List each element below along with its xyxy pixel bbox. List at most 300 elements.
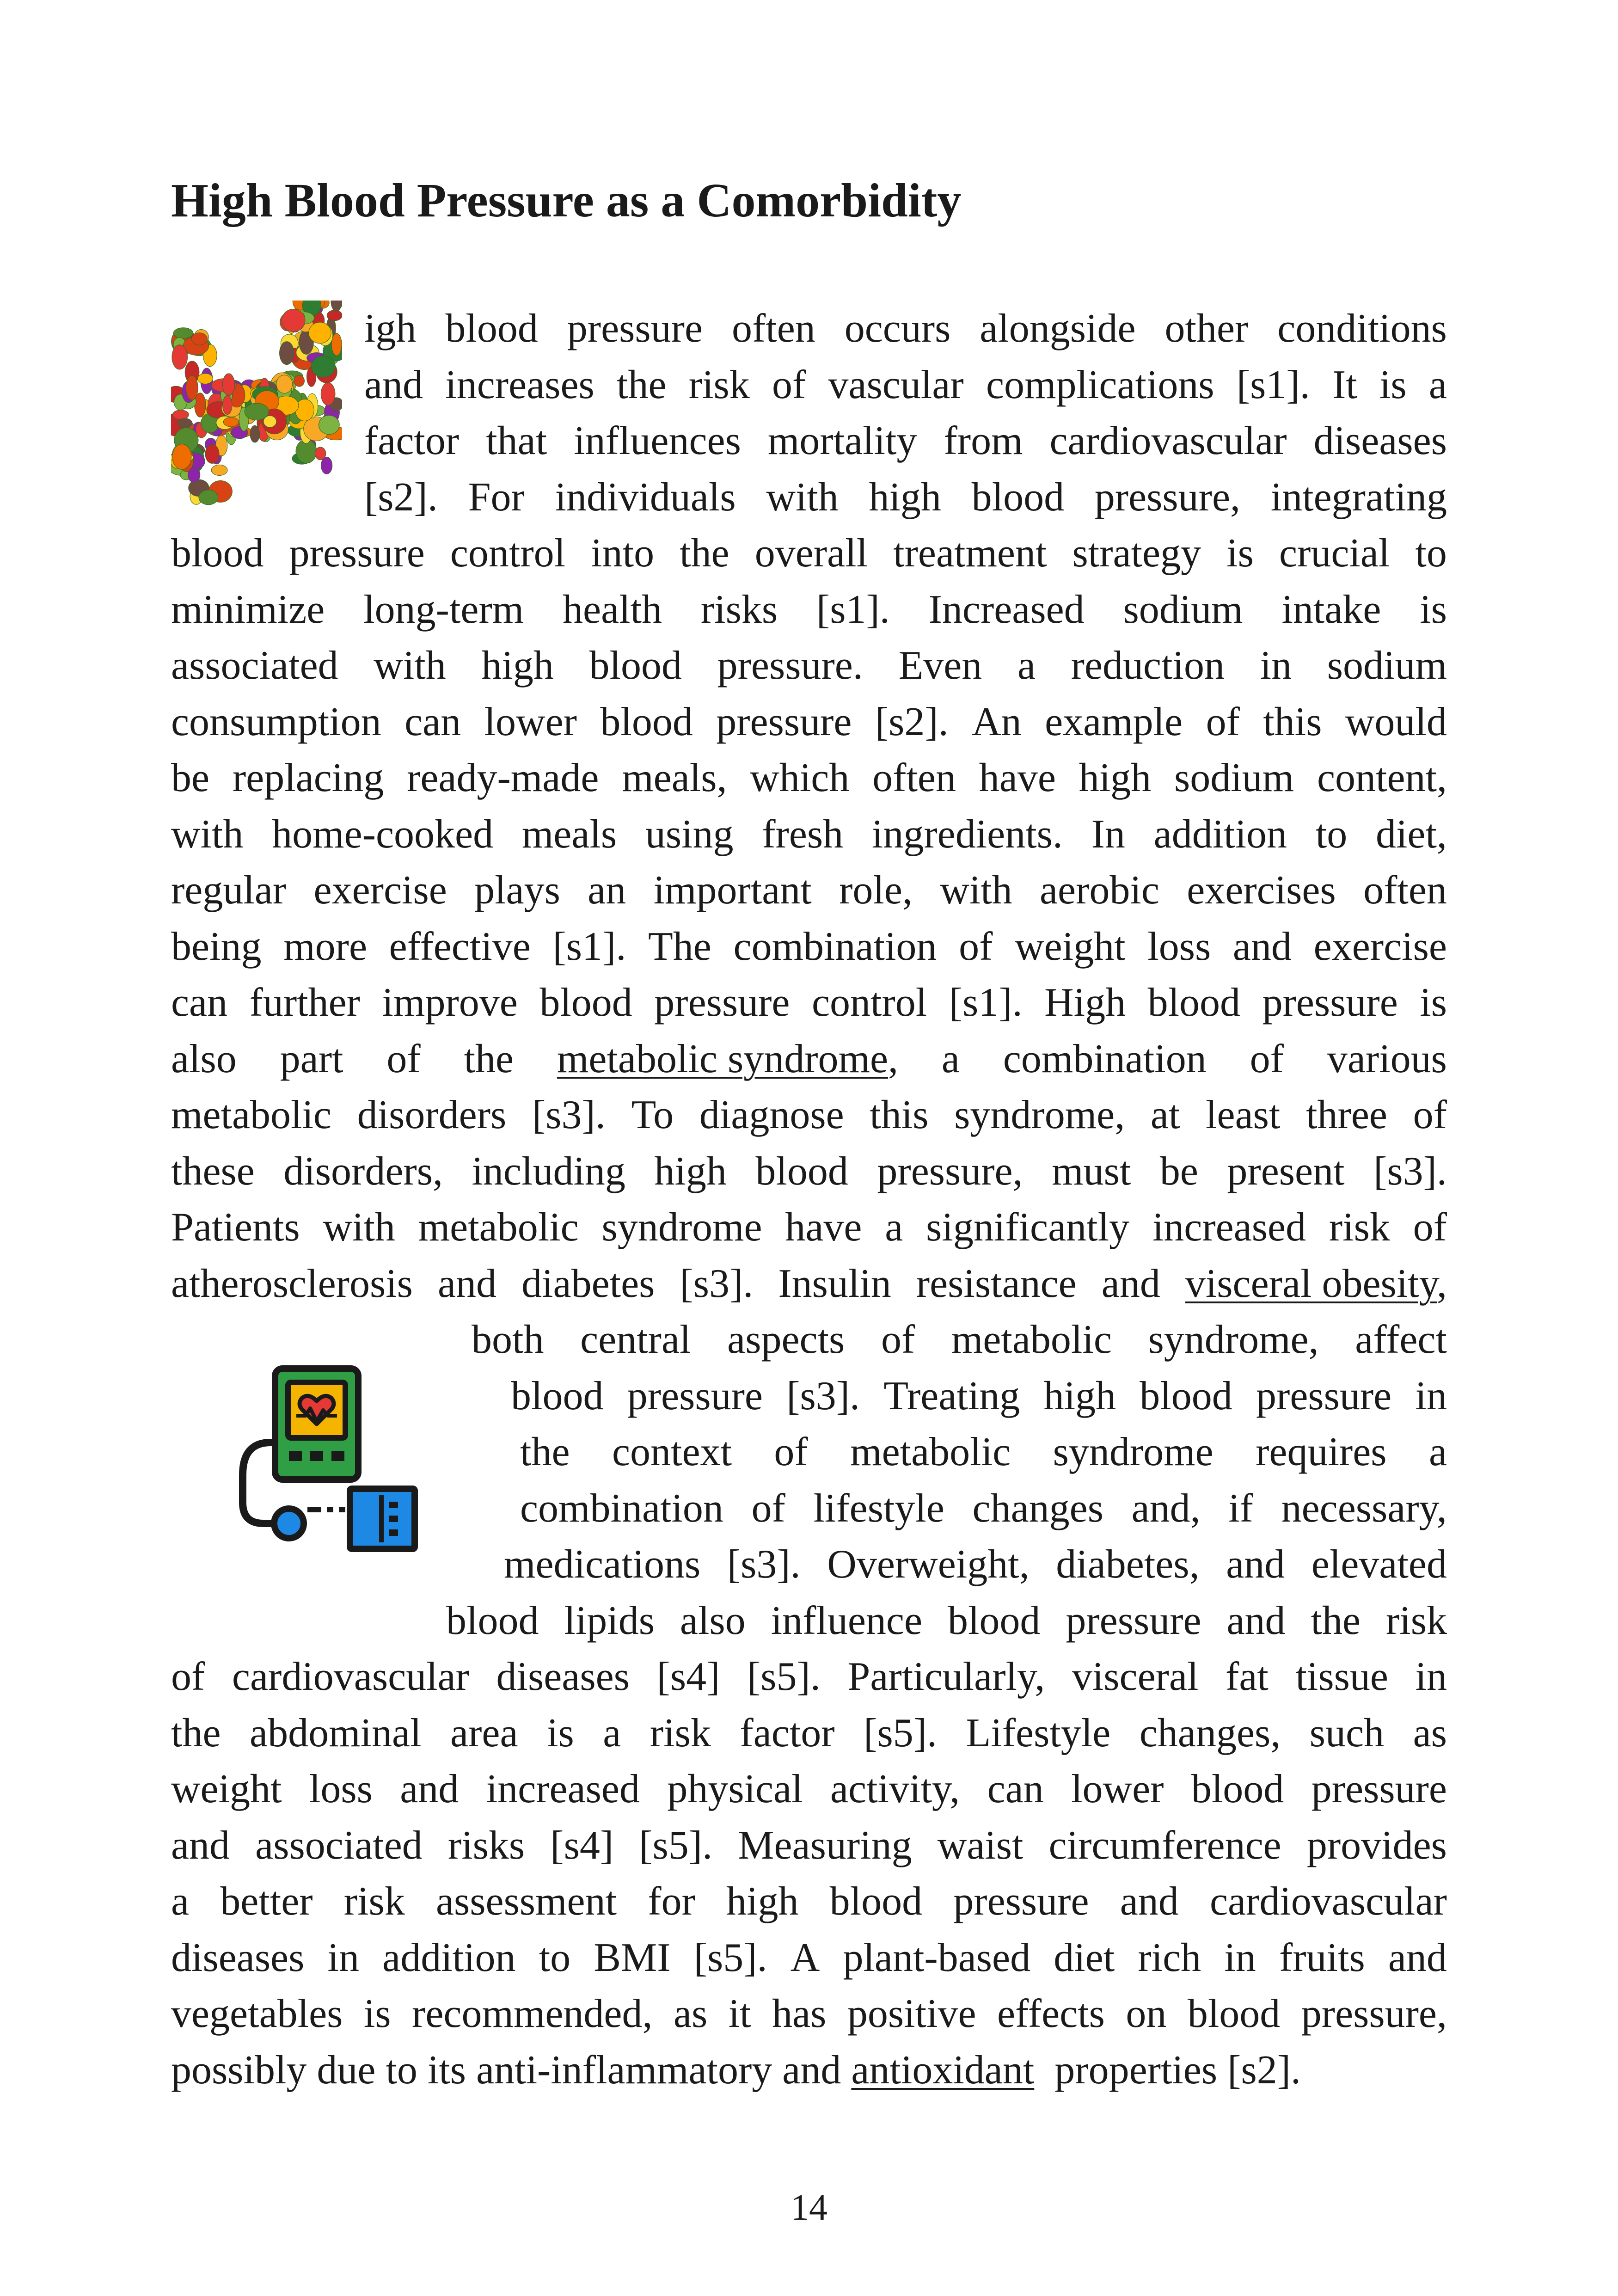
word: due [317,2048,376,2093]
word: pressure [1066,1598,1201,1643]
word: medications [504,1542,701,1587]
word: regular [171,868,287,913]
text-line [171,919,1447,975]
word: high [654,1149,727,1194]
word: be [171,755,210,800]
word: into [591,531,655,576]
word: requires [1256,1430,1387,1474]
underlined-term: visceral obesity, [1185,1261,1447,1306]
word: occurs [844,306,951,351]
word: as [673,1991,708,2036]
word: role, [839,868,913,913]
word: high [1079,755,1152,800]
word: ready-made [407,755,599,800]
word: risk [343,1879,405,1924]
word: a [1428,1430,1447,1474]
word: has [772,1991,827,2036]
word: An [972,700,1022,744]
word: a [941,1037,960,1081]
word: blood [539,980,632,1025]
word: blood [600,700,693,744]
word: to [1315,812,1348,857]
word: diabetes, [1056,1542,1200,1587]
text-line [171,1649,1447,1705]
word: better [220,1879,313,1924]
word: the [464,1037,514,1081]
word: [s3]. [680,1261,754,1306]
word: metabolic [951,1317,1112,1362]
word: [s2]. [875,700,949,744]
text-line [171,1930,1447,1986]
word: Overweight, [827,1542,1030,1587]
word: central [580,1317,691,1362]
text-line [520,1424,1447,1480]
word: pressure [627,1374,763,1418]
word: Treating [883,1374,1020,1418]
word: influences [574,418,741,463]
word: [s1]. [816,587,890,632]
word: increased [1152,1205,1306,1250]
word: home-cooked [272,812,494,857]
word: [s1]. [949,980,1023,1025]
word: lipids [564,1598,655,1643]
word: Increased [928,587,1085,632]
word: metabolic [850,1430,1011,1474]
word: is [547,1711,574,1756]
word: present [1227,1149,1345,1194]
word: as [1413,1711,1447,1756]
word: of [171,1654,205,1699]
word: blood [589,643,682,688]
word: in [1224,1935,1256,1980]
word: influence [771,1598,923,1643]
word: also [680,1598,746,1643]
word: A [790,1935,820,1980]
word: [s3]. [532,1093,606,1137]
word: [s5]. [864,1711,937,1756]
word: control [811,980,927,1025]
word: and, [1131,1486,1201,1531]
word: factor [740,1711,835,1756]
word: crucial [1279,531,1390,576]
word: [s2]. [364,475,438,520]
word: metabolic [171,1093,331,1137]
word: its [427,2048,466,2093]
word: plays [474,868,560,913]
word: loss [1147,924,1211,969]
word: more [283,924,367,969]
word: syndrome, [954,1093,1125,1137]
word: must [1052,1149,1131,1194]
word: blood [446,1598,539,1643]
word: a [885,1205,903,1250]
word: diseases [1313,418,1447,463]
word: integrating [1270,475,1447,520]
word: long-term [363,587,524,632]
word: provides [1306,1823,1447,1868]
word: diagnose [699,1093,844,1137]
word: in [327,1935,359,1980]
word: High [1044,980,1126,1025]
word: the [520,1430,570,1474]
word: pressure, [877,1149,1023,1194]
word: replacing [232,755,384,800]
word: complications [986,362,1214,407]
text-line [364,357,1447,413]
text-line [171,1256,1447,1312]
word: waist [937,1823,1024,1868]
word: significantly [926,1205,1130,1250]
word: pressure [567,306,703,351]
word: diet [1054,1935,1115,1980]
word: blood [971,475,1065,520]
word: risks [447,1823,525,1868]
word: context [612,1430,732,1474]
text-line [171,1705,1447,1762]
word: Particularly, [847,1654,1045,1699]
word: on [1126,1991,1167,2036]
word: a [603,1711,621,1756]
word: of [1413,1093,1447,1137]
word: blood [445,306,538,351]
word: with [766,475,839,520]
page-heading: High Blood Pressure as a Comorbidity [171,174,962,227]
word: often [872,755,956,800]
word: often [731,306,815,351]
word: [s4] [656,1654,720,1699]
word: [s3]. [1373,1149,1447,1194]
word: that [486,418,547,463]
word: an [588,868,626,913]
word: and [1226,1542,1285,1587]
word: rich [1138,1935,1201,1980]
word: In [1091,812,1125,857]
text-line [364,469,1447,526]
word: vascular [828,362,964,407]
word: with [940,868,1012,913]
word: resistance [916,1261,1077,1306]
word: mortality [767,418,917,463]
word: would [1345,700,1447,744]
word: of [881,1317,915,1362]
word: minimize [171,587,325,632]
word: from [944,418,1023,463]
word: [s3]. [786,1374,860,1418]
word: blood [1191,1767,1284,1811]
word: a [171,1879,190,1924]
text-line [364,413,1447,469]
word: vegetables [171,1991,343,2036]
word: pressure [953,1879,1089,1924]
word: often [1363,868,1447,913]
word: and [1388,1935,1447,1980]
word: affect [1355,1317,1447,1362]
word: circumference [1048,1823,1281,1868]
word: ingredients. [871,812,1063,857]
word: addition [382,1935,516,1980]
word: sodium [1123,587,1243,632]
word: pressure. [717,643,863,688]
word: least [1206,1093,1281,1137]
word: of [1413,1205,1447,1250]
underlined-term: antioxidant [851,2048,1035,2093]
blood-pressure-monitor-icon [229,1364,423,1553]
word: blood [755,1149,848,1194]
text-line [171,2042,1447,2099]
word: increased [486,1767,640,1811]
word: cardiovascular [1049,418,1287,463]
word: sodium [1174,755,1294,800]
word: fat [1226,1654,1269,1699]
page-number: 14 [791,2187,827,2228]
word: alongside [980,306,1136,351]
word: It [1332,362,1357,407]
word: both [472,1317,544,1362]
word: necessary, [1281,1486,1447,1531]
word: of [772,362,806,407]
word: anti-inflammatory [476,2048,772,2093]
word: plant-based [843,1935,1031,1980]
word: the [680,531,729,576]
word: treatment [893,531,1047,576]
word: high [869,475,941,520]
word: three [1306,1093,1387,1137]
word: combination [520,1486,723,1531]
word: pressure [1311,1767,1447,1811]
word: effects [997,1991,1105,2036]
word: Even [898,643,982,688]
word: with [374,643,446,688]
word: [s5]. [747,1654,821,1699]
word: various [1327,1037,1447,1081]
word: health [563,587,662,632]
word: further [249,980,361,1025]
word: meals [521,812,617,857]
word: risks [700,587,778,632]
word: have [785,1205,862,1250]
word: Patients [171,1205,300,1250]
word: risk [650,1711,711,1756]
word: blood [511,1374,604,1418]
text-line [171,582,1447,638]
word: using [645,812,734,857]
word: control [450,531,566,576]
word: if [1228,1486,1253,1531]
word: of [1206,700,1240,744]
text-line [472,1312,1447,1368]
word: [s1]. [552,924,626,969]
word: changes, [1139,1711,1281,1756]
word: igh [364,306,417,351]
text-line [171,638,1447,694]
word: [s4] [550,1823,614,1868]
word: and [171,1823,230,1868]
word: Lifestyle [966,1711,1111,1756]
word: is [363,1991,391,2036]
word: exercises [1187,868,1336,913]
text-line [364,301,1447,357]
text-line [171,1199,1447,1256]
underlined-term: metabolic syndrome, [557,1037,898,1081]
word: of [1250,1037,1284,1081]
word: The [648,924,711,969]
word: atherosclerosis [171,1261,413,1306]
word: activity, [830,1767,960,1811]
word: and [437,1261,497,1306]
word: of [774,1430,808,1474]
word: syndrome, [1148,1317,1319,1362]
word: being [171,924,262,969]
word: important [653,868,812,913]
word: positive [847,1991,976,2036]
word: high [481,643,554,688]
word: the [171,1711,221,1756]
word: can [404,700,461,744]
word: Insulin [778,1261,891,1306]
word: improve [382,980,518,1025]
text-line [171,1761,1447,1817]
word: fresh [762,812,844,857]
word: risk [688,362,750,407]
word: consumption [171,700,381,744]
word: weight [1015,924,1126,969]
word: and [364,362,423,407]
word: high [726,1879,799,1924]
word: in [1260,643,1292,688]
word: elevated [1311,1542,1447,1587]
word: is [1420,587,1447,632]
word: metabolic [418,1205,579,1250]
word: disorders [357,1093,507,1137]
word: pressure [716,700,852,744]
word: can [987,1767,1044,1811]
word: blood [1187,1991,1281,2036]
word: high [1043,1374,1116,1418]
word: diseases [171,1935,305,1980]
word: be [1159,1149,1198,1194]
word: increases [445,362,594,407]
word: combination [1003,1037,1207,1081]
word: fruits [1279,1935,1365,1980]
word: diseases [496,1654,630,1699]
text-line [171,750,1447,806]
word: these [171,1149,255,1194]
word: blood [829,1879,923,1924]
word: abdominal [250,1711,422,1756]
word: assessment [435,1879,617,1924]
word: lower [484,700,577,744]
word: and [400,1767,459,1811]
word: combination [733,924,937,969]
text-line [171,525,1447,582]
word: pressure [1262,980,1398,1025]
word: addition [1153,812,1287,857]
text-line [171,694,1447,750]
word: BMI [594,1935,671,1980]
word: blood [947,1598,1041,1643]
word: blood [1140,1374,1232,1418]
word: also [171,1037,237,1081]
text-line [171,1087,1447,1143]
word: individuals [555,475,736,520]
word: and [782,2048,841,2093]
word: properties [1054,2048,1218,2093]
word: risk [1385,1598,1447,1643]
word: tissue [1295,1654,1388,1699]
food-collage-drop-cap-image [171,301,342,509]
word: [s5]. [693,1935,767,1980]
word: of [751,1486,785,1531]
word: and [1232,924,1292,969]
word: with [323,1205,395,1250]
word: intake [1281,587,1381,632]
word: pressure, [1301,1991,1447,2036]
word: overall [754,531,868,576]
word: in [1415,1374,1447,1418]
word: exercise [1313,924,1447,969]
word: blood [171,531,264,576]
text-line [520,1480,1447,1537]
word: sodium [1327,643,1447,688]
word: diet, [1375,812,1447,857]
text-line [171,1817,1447,1874]
word: possibly [171,2048,307,2093]
word: loss [309,1767,373,1811]
word: part [280,1037,343,1081]
word: such [1309,1711,1385,1756]
word: lower [1071,1767,1164,1811]
word: and [1120,1879,1179,1924]
word: including [472,1149,625,1194]
word: which [750,755,850,800]
word: it [728,1991,751,2036]
word: exercise [313,868,447,913]
word: other [1164,306,1249,351]
word: weight [171,1767,282,1811]
word: is [1379,362,1407,407]
word: risk [1329,1205,1390,1250]
word: of [386,1037,421,1081]
word: with [171,812,244,857]
word: meals, [622,755,727,800]
word: example [1045,700,1183,744]
word: blood [1147,980,1241,1025]
text-line [511,1368,1447,1424]
word: associated [255,1823,423,1868]
text-line [171,1143,1447,1200]
word: effective [389,924,531,969]
word: in [1415,1654,1447,1699]
text-line [171,975,1447,1031]
word: is [1420,980,1447,1025]
word: at [1150,1093,1180,1137]
text-line [446,1593,1447,1649]
word: the [617,362,667,407]
word: content, [1317,755,1447,800]
word: reduction [1071,643,1225,688]
word: aerobic [1039,868,1159,913]
word: [s5]. [639,1823,713,1868]
word: to [1415,531,1447,576]
word: To [631,1093,674,1137]
word: for [648,1879,695,1924]
word: lifestyle [813,1486,944,1531]
word: [s3]. [727,1542,801,1587]
word: pressure [289,531,425,576]
word: pressure, [1094,475,1241,520]
word: disorders, [283,1149,443,1194]
word: Measuring [738,1823,912,1868]
